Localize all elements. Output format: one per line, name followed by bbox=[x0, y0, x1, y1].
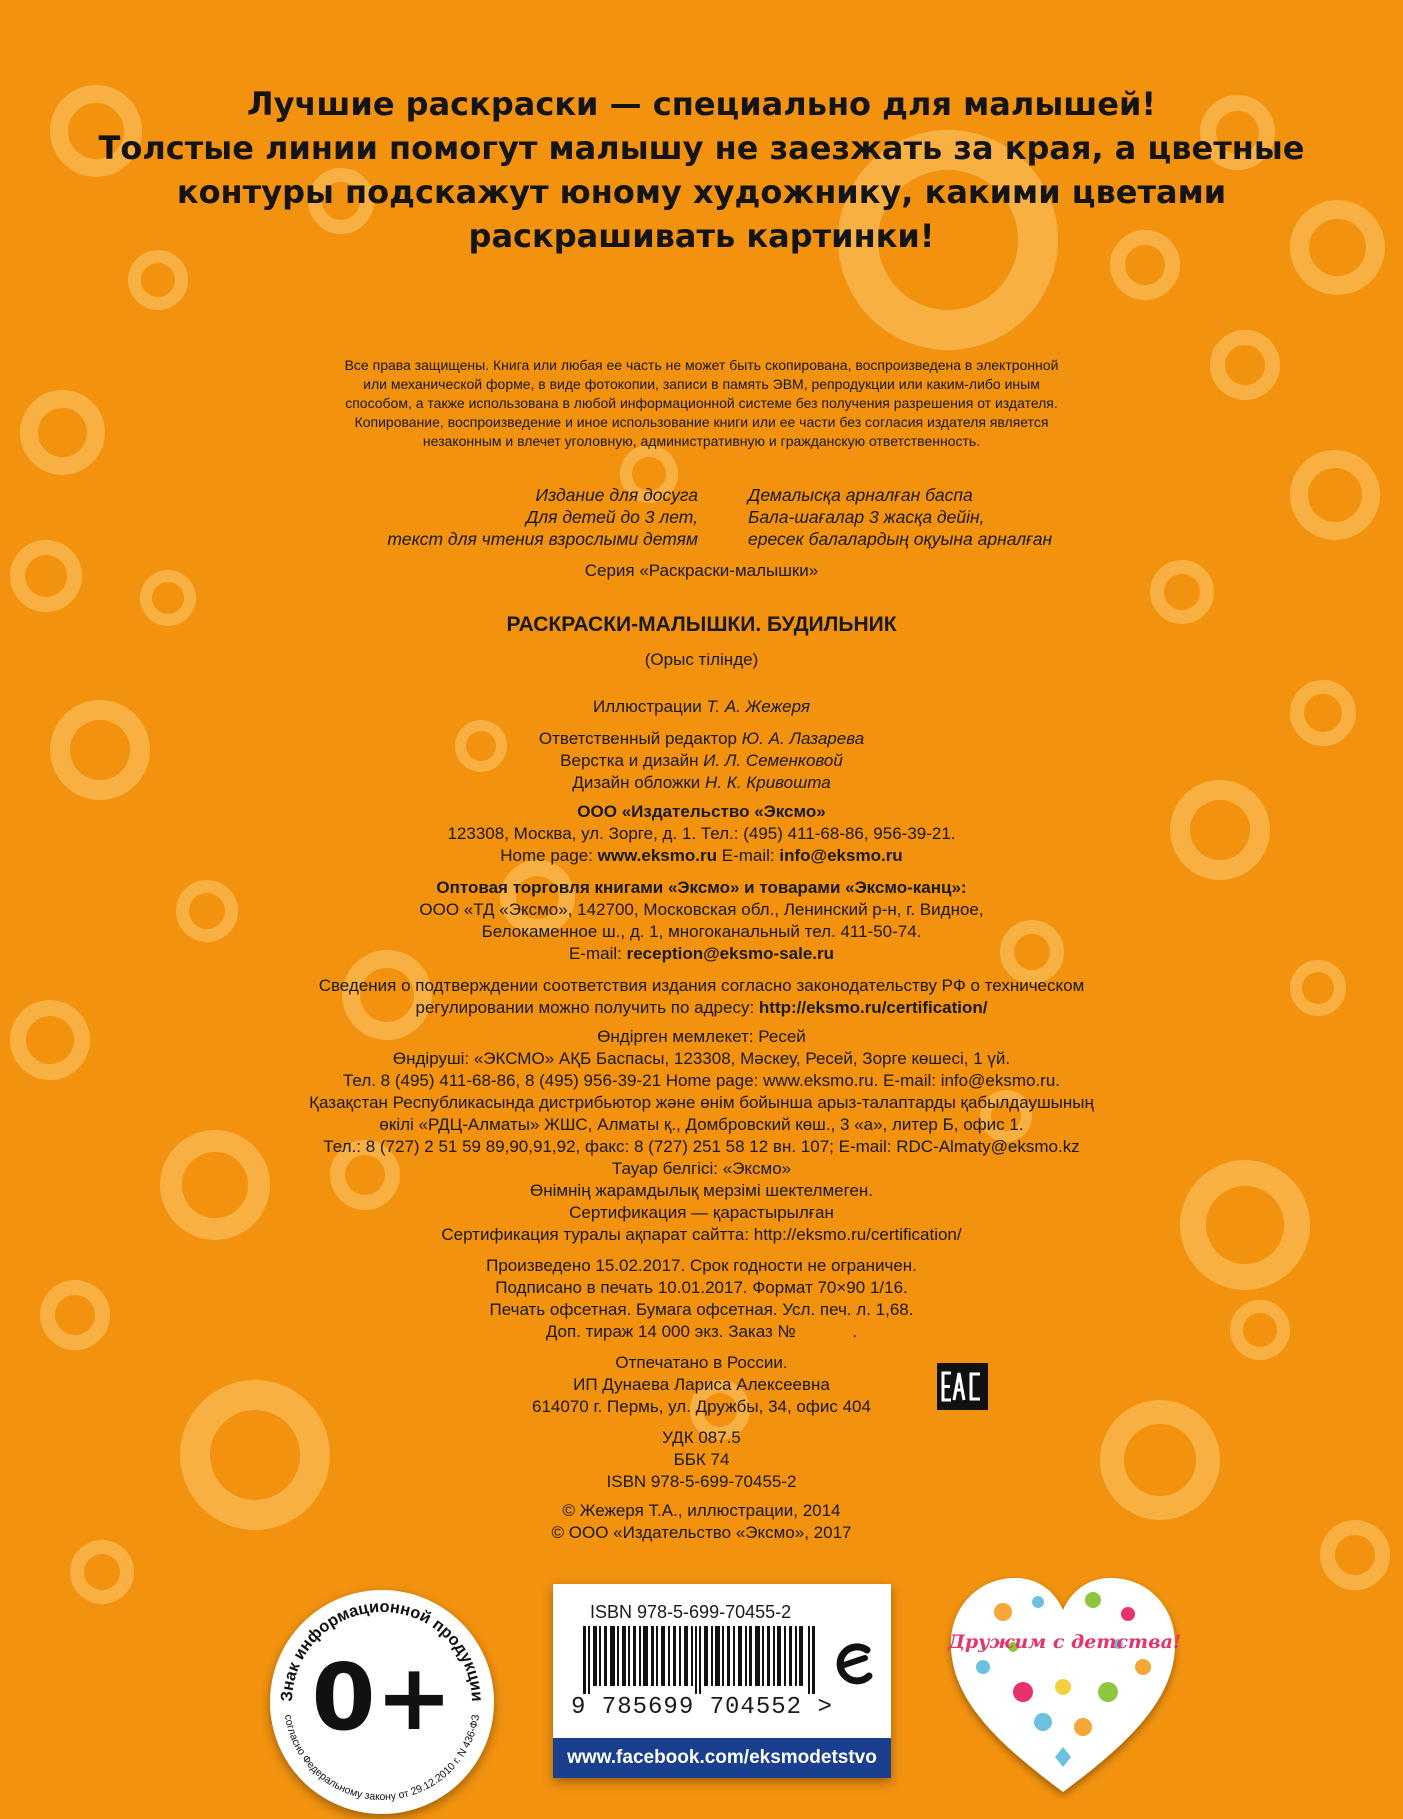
credit-label: Дизайн обложки bbox=[572, 773, 701, 792]
headline bbox=[0, 82, 1403, 258]
purpose-line: текст для чтения взрослыми детям bbox=[387, 529, 698, 549]
purpose-line: Для детей до 3 лет, bbox=[525, 507, 698, 527]
credit-label: Ответственный редактор bbox=[538, 729, 738, 748]
isbn-code: ISBN 978-5-699-70455-2 bbox=[606, 1472, 797, 1491]
barcode-digits: 9 785699 704552 > bbox=[571, 1694, 833, 1721]
publisher-email-link[interactable]: info@eksmo.ru bbox=[779, 846, 903, 865]
kazakh-info-line: Тел.: 8 (727) 2 51 59 89,90,91,92, факс: 8 (727) 251 58 12 вн. 107; E-mail: RDC-Almaty@eksmo.kz bbox=[323, 1137, 1080, 1156]
ring-decoration bbox=[1210, 330, 1280, 400]
certification-block bbox=[0, 975, 1403, 1019]
production-line: Доп. тираж 14 000 экз. Заказ № . bbox=[545, 1322, 858, 1341]
headline-line: Лучшие раскраски — специально для малышей! bbox=[247, 85, 1156, 123]
home-label: Home page: bbox=[500, 846, 593, 865]
publisher-block bbox=[0, 801, 1403, 867]
wholesale-email-link[interactable]: reception@eksmo-sale.ru bbox=[626, 944, 835, 963]
purpose-kazakh bbox=[748, 484, 1052, 550]
heart-sticker-text: Дружим с детства! bbox=[948, 1631, 1182, 1653]
credit-name: Н. К. Кривошта bbox=[705, 773, 831, 792]
rights-line: или механической форме, в виде фотокопии, записи в память ЭВМ, репродукции или каким-либо иным bbox=[363, 376, 1040, 392]
copyright-line: © Жежеря Т.А., иллюстрации, 2014 bbox=[562, 1501, 841, 1520]
kazakh-info-line: Тауар белгісі: «Эксмо» bbox=[611, 1159, 792, 1178]
age-badge-top-text: Знак информационной продукции bbox=[277, 1597, 487, 1703]
copyright-block bbox=[0, 1500, 1403, 1544]
barcode-isbn: ISBN 978-5-699-70455-2 bbox=[590, 1602, 792, 1622]
kazakh-info-line: Өндірген мемлекет: Ресей bbox=[597, 1027, 806, 1046]
kazakh-info-line: Өндіруші: «ЭКСМО» АҚБ Баспасы, 123308, Мәскеу, Ресей, Зорге көшесі, 1 үй. bbox=[392, 1049, 1011, 1068]
kazakh-info-line: Сертификация туралы ақпарат сайтта: http://eksmo.ru/certification/ bbox=[441, 1225, 962, 1244]
language-note bbox=[0, 650, 1403, 670]
barcode-icon bbox=[583, 1626, 818, 1694]
printer-block bbox=[0, 1352, 1403, 1418]
credit-name: Т. А. Жежеря bbox=[706, 697, 810, 716]
publisher-name: ООО «Издательство «Эксмо» bbox=[577, 802, 826, 821]
production-line: Подписано в печать 10.01.2017. Формат 70×90 1/16. bbox=[495, 1278, 908, 1297]
publisher-address: 123308, Москва, ул. Зорге, д. 1. Тел.: (495) 411-68-86, 956-39-21. bbox=[447, 824, 956, 843]
book-title-text: РАСКРАСКИ-МАЛЫШКИ. БУДИЛЬНИК bbox=[506, 613, 897, 636]
bbk-code: ББК 74 bbox=[673, 1450, 730, 1469]
kazakh-info-block bbox=[0, 1026, 1403, 1246]
age-badge-bottom-text: согласно Федеральному закону от 29.12.2010 г. N 436-ФЗ bbox=[281, 1713, 483, 1804]
kazakh-info-line: Қазақстан Республикасында дистрибьютор және өнім бойынша арыз-талаптарды қабылдаушының bbox=[309, 1093, 1094, 1112]
email-label: E-mail: bbox=[721, 846, 775, 865]
facebook-link[interactable]: www.facebook.com/eksmodetstvo bbox=[553, 1738, 891, 1778]
rights-line: способом, а также использована в любой информационной системе без получения разрешения от издателя. bbox=[345, 395, 1058, 411]
ring-decoration bbox=[1290, 450, 1380, 540]
wholesale-heading: Оптовая торговля книгами «Эксмо» и товарами «Эксмо-канц»: bbox=[436, 878, 967, 897]
series-line bbox=[0, 561, 1403, 581]
production-line: Печать офсетная. Бумага офсетная. Усл. печ. л. 1,68. bbox=[489, 1300, 914, 1319]
certification-url-link[interactable]: http://eksmo.ru/certification/ bbox=[758, 998, 988, 1017]
barcode-block bbox=[553, 1584, 891, 1778]
age-rating-badge bbox=[270, 1590, 494, 1814]
udk-code: УДК 087.5 bbox=[662, 1428, 741, 1447]
credit-label: Иллюстрации bbox=[593, 697, 702, 716]
headline-line: раскрашивать картинки! bbox=[468, 217, 935, 255]
ring-decoration bbox=[70, 1540, 134, 1604]
rights-line: незаконным и влечет уголовную, административную и гражданскую ответственность. bbox=[422, 433, 981, 449]
ring-decoration bbox=[20, 390, 105, 475]
production-block bbox=[0, 1255, 1403, 1343]
series-text: Серия «Раскраски-малышки» bbox=[584, 561, 819, 580]
age-rating-value: 0+ bbox=[311, 1644, 453, 1751]
kazakh-info-line: Сертификация — қарастырылған bbox=[569, 1203, 834, 1222]
rights-line: Все права защищены. Книга или любая ее часть не может быть скопирована, воспроизведена в электронной bbox=[344, 357, 1059, 373]
copyright-line: © ООО «Издательство «Эксмо», 2017 bbox=[551, 1523, 852, 1542]
email-label: E-mail: bbox=[568, 944, 622, 963]
printer-line: ИП Дунаева Лариса Алексеевна bbox=[573, 1375, 830, 1394]
certification-line: регулировании можно получить по адресу: bbox=[415, 998, 755, 1017]
kazakh-info-line: өкілі «РДЦ-Алматы» ЖШС, Алматы қ., Домбровский көш., 3 «а», литер Б, офис 1. bbox=[379, 1115, 1024, 1134]
eksmo-logo-icon bbox=[831, 1636, 877, 1696]
purpose-line: Бала-шағалар 3 жасқа дейін, bbox=[748, 507, 985, 527]
ring-decoration bbox=[128, 250, 188, 310]
wholesale-line: ООО «ТД «Эксмо», 142700, Московская обл., Ленинский р-н, г. Видное, bbox=[419, 900, 984, 919]
language-text: (Орыс тілінде) bbox=[644, 650, 759, 669]
rights-notice bbox=[300, 356, 1103, 451]
purpose-line: Демалысқа арналған баспа bbox=[748, 485, 973, 505]
classification-block bbox=[0, 1427, 1403, 1493]
production-line: Произведено 15.02.2017. Срок годности не ограничен. bbox=[486, 1256, 917, 1275]
printer-line: 614070 г. Пермь, ул. Дружбы, 34, офис 404 bbox=[532, 1397, 871, 1416]
credit-name: И. Л. Семенковой bbox=[703, 751, 843, 770]
credit-name: Ю. А. Лазарева bbox=[741, 729, 865, 748]
eac-icon bbox=[937, 1363, 988, 1410]
purpose-line: ересек балалардың оқуына арналған bbox=[748, 529, 1053, 549]
purpose-russian bbox=[387, 484, 698, 550]
purpose-line: Издание для досуга bbox=[535, 485, 698, 505]
heart-sticker-icon bbox=[943, 1572, 1183, 1800]
kazakh-info-line: Тел. 8 (495) 411-68-86, 8 (495) 956-39-21 Home page: www.eksmo.ru. E-mail: info@eksmo.ru. bbox=[343, 1071, 1060, 1090]
credit-illustrations bbox=[0, 697, 1403, 717]
rights-line: Копирование, воспроизведение и иное использование книги или ее части без согласия издателя является bbox=[354, 414, 1049, 430]
headline-line: Толстые линии помогут малышу не заезжать за края, а цветные bbox=[98, 129, 1305, 167]
kazakh-info-line: Өнімнің жарамдылық мерзімі шектелмеген. bbox=[529, 1181, 874, 1200]
wholesale-line: Белокаменное ш., д. 1, многоканальный тел. 411-50-74. bbox=[481, 922, 922, 941]
eac-mark bbox=[937, 1363, 988, 1410]
certification-line: Сведения о подтверждении соответствия издания согласно законодательству РФ о техническом bbox=[318, 976, 1085, 995]
headline-line: контуры подскажут юному художнику, какими цветами bbox=[176, 173, 1227, 211]
wholesale-block bbox=[0, 877, 1403, 965]
home-url-link[interactable]: www.eksmo.ru bbox=[597, 846, 717, 865]
credits-block bbox=[0, 728, 1403, 794]
printer-line: Отпечатано в России. bbox=[615, 1353, 788, 1372]
book-title bbox=[0, 613, 1403, 637]
credit-label: Верстка и дизайн bbox=[560, 751, 699, 770]
